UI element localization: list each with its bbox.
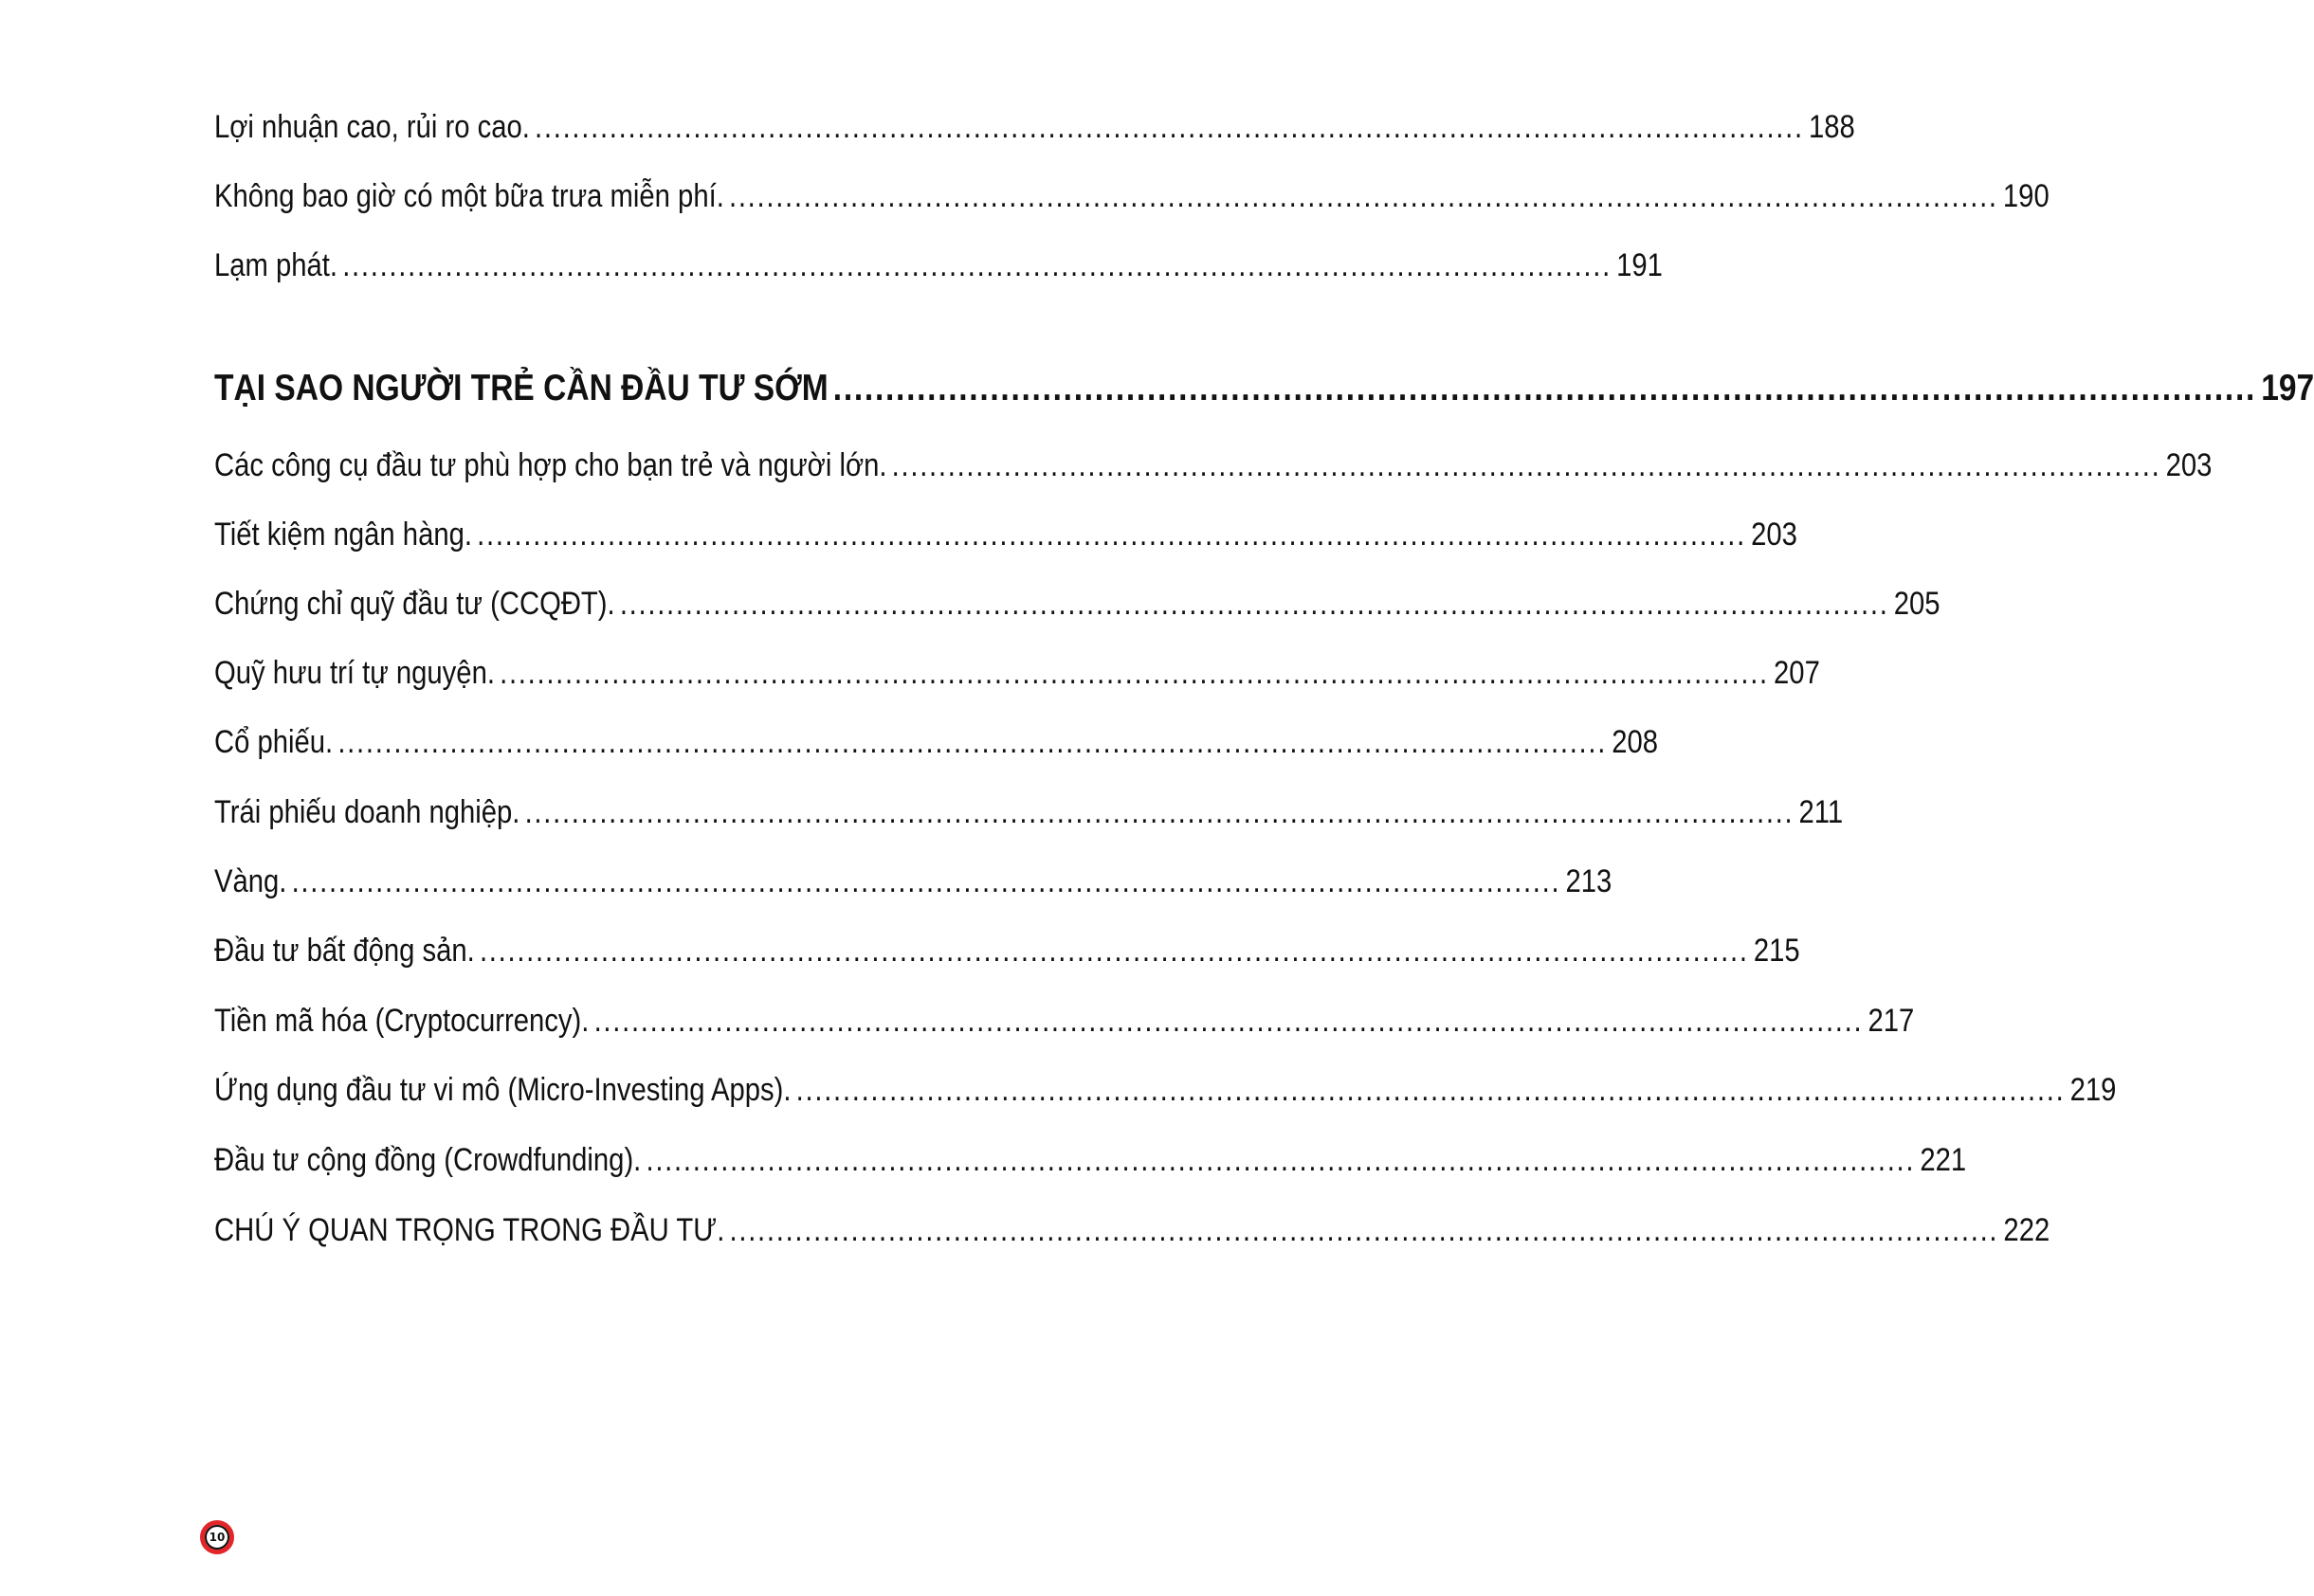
dot-leader: ........................................................................................................................................ — [291, 863, 1561, 899]
dot-leader: ........................................................................................................................................ — [477, 517, 1746, 553]
dot-leader: ........................................................................................................................................ — [337, 724, 1608, 760]
toc-entry[interactable] — [214, 930, 1800, 971]
toc-entry-page: 221 — [1920, 1142, 1967, 1178]
dot-leader: ........................................................................................................................................ — [795, 1072, 2066, 1108]
toc-entry-label: Đầu tư cộng đồng (Crowdfunding). — [214, 1142, 642, 1178]
toc-entry[interactable] — [214, 106, 1855, 148]
toc-entry[interactable] — [214, 444, 2213, 486]
dot-leader: ........................................................................................................................................ — [479, 933, 1749, 969]
toc-entry-label: CHÚ Ý QUAN TRỌNG TRONG ĐẦU TƯ. — [214, 1212, 725, 1248]
dot-leader: ........................................................................................................................................ — [593, 1003, 1864, 1039]
toc-entry-label: Quỹ hưu trí tự nguyện. — [214, 655, 495, 691]
toc-entry-page: 219 — [2069, 1072, 2117, 1108]
toc-entry-page: 203 — [2165, 447, 2213, 483]
toc-entry-page: 188 — [1808, 109, 1855, 145]
toc-entry[interactable] — [214, 1000, 1915, 1042]
toc-entry-page: 213 — [1565, 863, 1613, 899]
toc-entry-label: Tiền mã hóa (Cryptocurrency). — [214, 1003, 590, 1039]
toc-entry[interactable] — [214, 583, 1940, 625]
dot-leader: ........................................................................................................................................ — [728, 178, 1998, 214]
toc-entry-page: 215 — [1753, 933, 1800, 969]
toc-entry[interactable] — [214, 861, 1613, 902]
dot-leader: ........................................................................................................................................ — [891, 447, 2161, 483]
toc-entry-page: 222 — [2003, 1212, 2050, 1248]
toc-entry[interactable] — [214, 514, 1797, 555]
toc-entry[interactable] — [214, 1069, 2117, 1111]
toc-entry-label: Ứng dụng đầu tư vi mô (Micro-Investing Apps). — [214, 1072, 792, 1108]
toc-entry[interactable] — [214, 1209, 2050, 1251]
toc-entry-label: Các công cụ đầu tư phù hợp cho bạn trẻ và người lớn. — [214, 447, 887, 483]
toc-entry-label: Tiết kiệm ngân hàng. — [214, 517, 472, 553]
toc-entry-label: Không bao giờ có một bữa trưa miễn phí. — [214, 178, 724, 214]
toc-entry-page: 211 — [1798, 794, 1844, 830]
toc-entry-label: Chứng chỉ quỹ đầu tư (CCQĐT). — [214, 586, 615, 622]
toc-entry-page: 203 — [1751, 517, 1797, 553]
dot-leader: ........................................................................................................................................ — [729, 1212, 1999, 1248]
toc-section-page: 197 — [2261, 368, 2314, 408]
dot-leader: ........................................................................................................................................ — [500, 655, 1769, 691]
dot-leader: ........................................................................................................................................ — [535, 109, 1804, 145]
toc-section-heading[interactable] — [214, 368, 2314, 409]
toc-entry[interactable] — [214, 245, 1663, 286]
page-number-badge — [200, 1520, 234, 1554]
dot-leader: ........................................................................................................................................ — [646, 1142, 1916, 1178]
toc-entry-label: Cổ phiếu. — [214, 724, 334, 760]
toc-entry-page: 191 — [1616, 247, 1663, 283]
dot-leader: ........................................................................................................................................ — [832, 368, 2257, 408]
dot-leader: ........................................................................................................................................ — [619, 586, 1889, 622]
toc-section-label: TẠI SAO NGƯỜI TRẺ CẦN ĐẦU TƯ SỚM — [214, 368, 829, 408]
toc-entry[interactable] — [214, 652, 1820, 694]
toc-entry-label: Lạm phát. — [214, 247, 338, 283]
toc-entry[interactable] — [214, 175, 2050, 217]
toc-entry[interactable] — [214, 791, 1844, 833]
toc-entry[interactable] — [214, 721, 1659, 763]
toc-entry-page: 190 — [2002, 178, 2050, 214]
toc-entry-page: 208 — [1612, 724, 1659, 760]
toc-entry-label: Vàng. — [214, 863, 287, 899]
dot-leader: ........................................................................................................................................ — [524, 794, 1795, 830]
page-number: 10 — [205, 1525, 229, 1550]
toc-entry-page: 207 — [1774, 655, 1820, 691]
toc-entry[interactable] — [214, 1139, 1967, 1181]
toc-entry-page: 217 — [1868, 1003, 1915, 1039]
toc-entry-label: Trái phiếu doanh nghiệp. — [214, 794, 520, 830]
toc-entry-page: 205 — [1893, 586, 1940, 622]
dot-leader: ........................................................................................................................................ — [342, 247, 1612, 283]
toc-entry-label: Lợi nhuận cao, rủi ro cao. — [214, 109, 530, 145]
toc-entry-label: Đầu tư bất động sản. — [214, 933, 475, 969]
